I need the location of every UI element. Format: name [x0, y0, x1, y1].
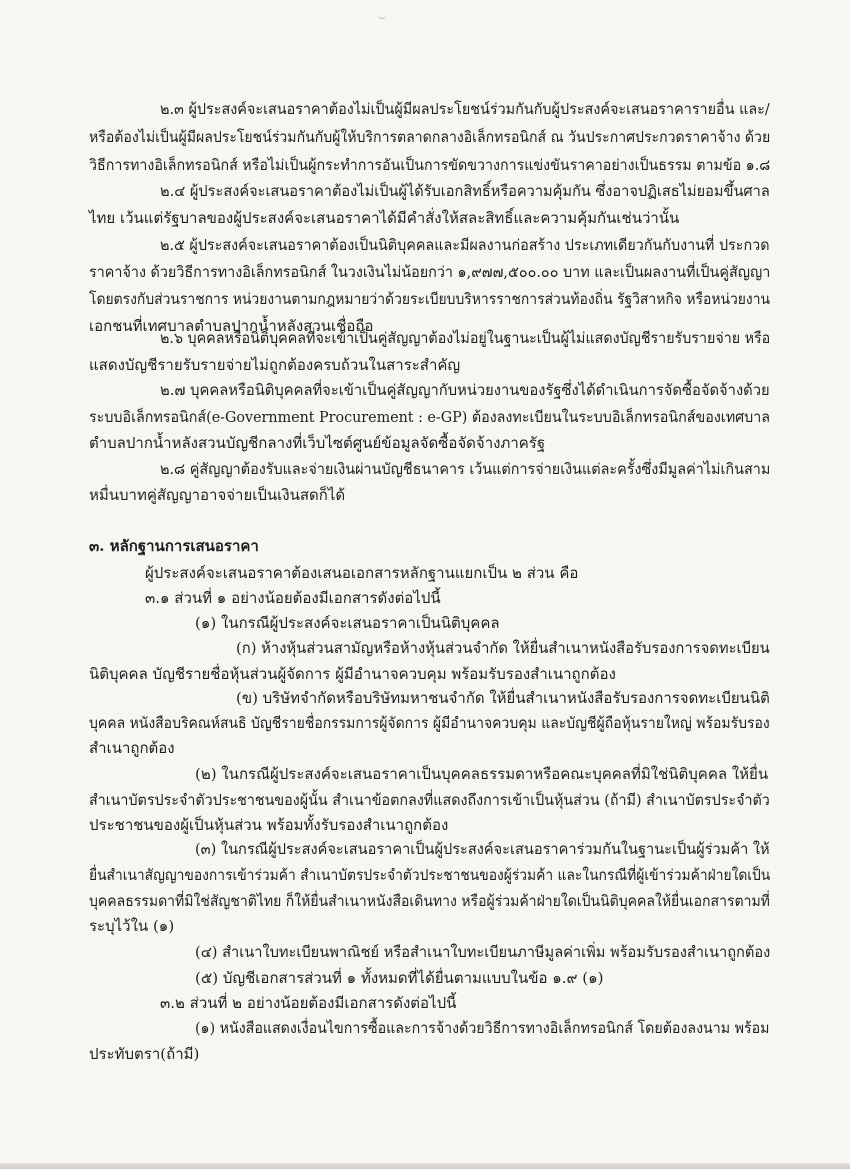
section-3-intro: ผู้ประสงค์จะเสนอราคาต้องเสนอเอกสารหลักฐานแยกเป็น ๒ ส่วน คือ — [145, 564, 579, 582]
clause-2-5-line-2: ราคาจ้าง ด้วยวิธีการทางอิเล็กทรอนิกส์ ในวงเงินไม่น้อยกว่า ๑,๙๗๗,๕๐๐.๐๐ บาท และเป็นผลงานที่เป็นคู่สัญญา — [89, 263, 771, 281]
item-3-1-3-line-1: (๓) ในกรณีผู้ประสงค์จะเสนอราคาเป็นผู้ประสงค์จะเสนอราคาร่วมกันในฐานะเป็นผู้ร่วมค้า ให้ — [195, 840, 770, 858]
clause-2-3-line-3: วิธีการทางอิเล็กทรอนิกส์ หรือไม่เป็นผู้กระทำการอันเป็นการขัดขวางการแข่งขันราคาอย่างเป็นธรรม ตามข้อ ๑.๘ — [89, 156, 771, 174]
item-3-1-3-line-4: ระบุไว้ใน (๑) — [89, 917, 175, 935]
clause-3-1-heading: ๓.๑ ส่วนที่ ๑ อย่างน้อยต้องมีเอกสารดังต่อไปนี้ — [145, 589, 441, 607]
clause-2-6-line-1: ๒.๖ บุคคลหรือนิติบุคคลที่จะเข้าเป็นคู่สัญญาต้องไม่อยู่ในฐานะเป็นผู้ไม่แสดงบัญชีรายรับรายจ่าย หรือ — [160, 329, 771, 347]
item-3-1-3-line-3: บุคคลธรรมดาที่มิใช่สัญชาติไทย ก็ให้ยื่นสำเนาหนังสือเดินทาง หรือผู้ร่วมค้าฝ่ายใดเป็นนิติบุคคลให้ยื่นเอกสารตามที่ — [89, 892, 770, 910]
clause-2-8-line-1: ๒.๘ คู่สัญญาต้องรับและจ่ายเงินผ่านบัญชีธนาคาร เว้นแต่การจ่ายเงินแต่ละครั้งซึ่งมีมูลค่าไม่เกินสาม — [160, 460, 771, 478]
clause-2-4-line-2: ไทย เว้นแต่รัฐบาลของผู้ประสงค์จะเสนอราคาได้มีคำสั่งให้สละสิทธิ์และความคุ้มกันเช่นว่านั้น — [89, 209, 680, 227]
item-3-1-1-b-line-1: (ข) บริษัทจำกัดหรือบริษัทมหาชนจำกัด ให้ยื่นสำเนาหนังสือรับรองการจดทะเบียนนิติ — [236, 689, 770, 707]
clause-2-7-line-2: ระบบอิเล็กทรอนิกส์(e-Government Procurement : e-GP) ต้องลงทะเบียนในระบบอิเล็กทรอนิกส์ของเทศบาล — [89, 408, 771, 426]
clause-3-2-heading: ๓.๒ ส่วนที่ ๒ อย่างน้อยต้องมีเอกสารดังต่อไปนี้ — [160, 994, 457, 1012]
clause-2-7-line-3: ตำบลปากน้ำหลังสวนบัญชีกลางที่เว็บไซต์ศูนย์ข้อมูลจัดซื้อจัดจ้างภาครัฐ — [89, 434, 546, 452]
clause-2-7-line-1: ๒.๗ บุคคลหรือนิติบุคคลที่จะเข้าเป็นคู่สัญญากับหน่วยงานของรัฐซึ่งได้ดำเนินการจัดซื้อจัดจ้างด้วย — [160, 381, 770, 399]
item-3-1-1-a-line-1: (ก) ห้างหุ้นส่วนสามัญหรือห้างหุ้นส่วนจำกัด ให้ยื่นสำเนาหนังสือรับรองการจดทะเบียน — [236, 639, 770, 657]
clause-2-5-line-4: เอกชนที่เทศบาลตำบลปากน้ำหลังสวนเชื่อถือ — [89, 317, 374, 335]
clause-2-8-line-2: หมื่นบาทคู่สัญญาอาจจ่ายเป็นเงินสดก็ได้ — [89, 486, 346, 504]
page-top-mark — [378, 14, 386, 19]
item-3-2-1-line-2: ประทับตรา(ถ้ามี) — [89, 1045, 200, 1063]
item-3-1-3-line-2: ยื่นสำเนาสัญญาของการเข้าร่วมค้า สำเนาบัตรประจำตัวประชาชนของผู้ร่วมค้า และในกรณีที่ผู้เข้าร่วมค้าฝ่ายใดเป็น — [89, 866, 771, 884]
item-3-1-2-line-1: (๒) ในกรณีผู้ประสงค์จะเสนอราคาเป็นบุคคลธรรมดาหรือคณะบุคคลที่มิใช่นิติบุคคล ให้ยื่น — [195, 765, 769, 783]
item-3-1-2-line-2: สำเนาบัตรประจำตัวประชาชนของผู้นั้น สำเนาข้อตกลงที่แสดงถึงการเข้าเป็นหุ้นส่วน (ถ้ามี) สำเนาบัตรประจำตัว — [89, 791, 770, 809]
clause-2-4-line-1: ๒.๔ ผู้ประสงค์จะเสนอราคาต้องไม่เป็นผู้ได้รับเอกสิทธิ์หรือความคุ้มกัน ซึ่งอาจปฏิเสธไม่ยอมขึ้นศาล — [160, 182, 770, 200]
item-3-1-4: (๔) สำเนาใบทะเบียนพาณิชย์ หรือสำเนาใบทะเบียนภาษีมูลค่าเพิ่ม พร้อมรับรองสำเนาถูกต้อง — [195, 943, 771, 961]
item-3-1-1-a-line-2: นิติบุคคล บัญชีรายชื่อหุ้นส่วนผู้จัดการ ผู้มีอำนาจควบคุม พร้อมรับรองสำเนาถูกต้อง — [89, 665, 616, 683]
section-3-heading: ๓. หลักฐานการเสนอราคา — [89, 537, 259, 555]
item-3-1-1-b-line-3: สำเนาถูกต้อง — [89, 739, 175, 757]
item-3-1-1-b-line-2: บุคคล หนังสือบริคณห์สนธิ บัญชีรายชื่อกรรมการผู้จัดการ ผู้มีอำนาจควบคุม และบัญชีผู้ถือหุ้นรายใหญ่ พร้อมรับรอง — [89, 714, 770, 732]
page-bottom-edge — [0, 1163, 850, 1169]
clause-2-3-line-2: หรือต้องไม่เป็นผู้มีผลประโยชน์ร่วมกันกับผู้ให้บริการตลาดกลางอิเล็กทรอนิกส์ ณ วันประกาศประกวดราคาจ้าง ด้วย — [89, 128, 771, 146]
clause-2-5-line-1: ๒.๕ ผู้ประสงค์จะเสนอราคาต้องเป็นนิติบุคคลและมีผลงานก่อสร้าง ประเภทเดียวกันกับงานที่ ประกวด — [160, 236, 770, 254]
clause-2-6-line-2: แสดงบัญชีรายรับรายจ่ายไม่ถูกต้องครบถ้วนในสาระสำคัญ — [89, 356, 461, 374]
item-3-1-1: (๑) ในกรณีผู้ประสงค์จะเสนอราคาเป็นนิติบุคคล — [195, 614, 500, 632]
item-3-1-2-line-3: ประชาชนของผู้เป็นหุ้นส่วน พร้อมทั้งรับรองสำเนาถูกต้อง — [89, 816, 449, 834]
clause-2-3-line-1: ๒.๓ ผู้ประสงค์จะเสนอราคาต้องไม่เป็นผู้มีผลประโยชน์ร่วมกันกับผู้ประสงค์จะเสนอราคารายอื่น และ/ — [160, 100, 770, 118]
clause-2-5-line-3: โดยตรงกับส่วนราชการ หน่วยงานตามกฎหมายว่าด้วยระเบียบบริหารราชการส่วนท้องถิ่น รัฐวิสาหกิจ หรือหน่วยงาน — [89, 290, 771, 308]
item-3-2-1-line-1: (๑) หนังสือแสดงเงื่อนไขการซื้อและการจ้างด้วยวิธีการทางอิเล็กทรอนิกส์ โดยต้องลงนาม พร้อม — [195, 1019, 770, 1037]
item-3-1-5: (๕) บัญชีเอกสารส่วนที่ ๑ ทั้งหมดที่ได้ยื่นตามแบบในข้อ ๑.๙ (๑) — [195, 969, 604, 987]
